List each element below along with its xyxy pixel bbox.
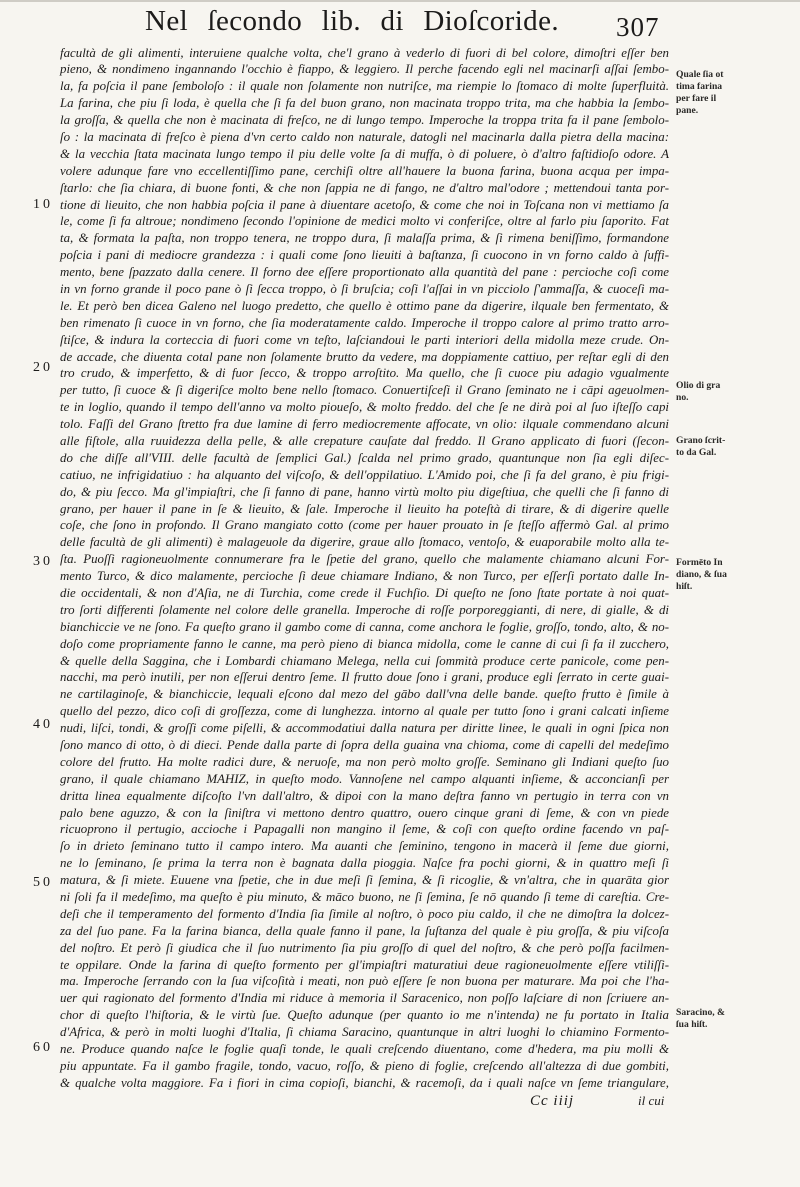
- text-line: catiuo, ne infrigidatiuo : ha alquanto del viſcoſo, & dell'oppilatiuo. L'Amido poi, che ſi fa del grano, è piu frigi-: [60, 467, 669, 482]
- margin-note: [676, 380, 748, 404]
- text-line: per tutto, ſi cuoce & ſi digeriſce molto bene nello ſtomaco. Conuertiſceſi il Grano ſeminato ne i cāpi ageuolmen-: [60, 383, 669, 398]
- text-line: ſtiſce, & indura la corteccia di fuori come vn teſto, laſciandoui le parti interiori della midolla meze crude. On-: [60, 332, 669, 347]
- running-head-title: Nel ſecondo lib. di Dioſcoride.: [145, 5, 559, 37]
- text-line: alle fiſtole, alla ruuidezza della pelle, & alle crepature cauſate dal freddo. Il Grano applicato di fuori (ſecon-: [60, 433, 669, 448]
- text-line: te in loglio, quando il tempo dell'anno va molto pioueſo, & molto freddo. del che ſe ne dirà poi al ſuo iſteſſo capi: [60, 400, 669, 415]
- text-line: ſta. Puoſſi ragioneuolmente connumerare fra le ſpetie del grano, quello che malamente chiamano alcuni For-: [60, 552, 669, 567]
- text-line: del noſtro. Et però ſi giudica che il ſuo nutrimento ſia piu groſſo di quel del noſtro, & che però poſſa facilmen-: [60, 940, 669, 955]
- text-line: quello del pezzo, dico coſi di groſſezza, come di lunghezza. intorno al quale per tutto ſono i grani calcati inſieme: [60, 704, 669, 719]
- text-line: die occidentali, & non d'Aſia, ne di Turchia, come crede il Fuchſio. Di queſto ne ſono ſtate portate à noi quat-: [60, 586, 669, 600]
- margin-note-line: per fare il: [676, 93, 717, 104]
- margin-note-line: Olio di gra: [676, 380, 721, 391]
- margin-note: [676, 1007, 748, 1031]
- margin-note: [676, 69, 748, 117]
- margin-note-line: no.: [676, 392, 689, 403]
- margin-note-line: pane.: [676, 105, 699, 116]
- margin-note-line: Formēto In: [676, 557, 723, 568]
- text-line: do, & piu ſecco. Ma gl'impiaſtri, che ſi fanno di pane, hanno virtù molto piu digeſtiua, che quelli che ſi fanno di: [60, 484, 669, 499]
- text-line: coſe, che ſono in profondo. Il Grano mangiato cotto (come per hauer prouato in ſe ſteſſo affermò Gal. al primo: [60, 518, 669, 533]
- catchword: il cui: [638, 1093, 665, 1108]
- text-line: mento Turco, & dico malamente, percioche ſi deue chiamare Indiano, & non Turco, per eſſerſi portato dalle In-: [60, 569, 669, 584]
- text-line: do che diſſe all'VIII. delle facultà de ſemplici Gal.) ſcalda nel primo grado, quantunque non ſia egli diſec-: [60, 450, 669, 465]
- text-line: tro ſorti differenti ſolamente nel colore delle granella. Imperoche di roſſe porporeggianti, di nere, di gialle, & di: [60, 602, 669, 617]
- text-line: ſono manco di otto, ò di dieci. Pende dalla parte di ſopra della guaina vna chioma, come di capelli del medeſimo: [60, 738, 669, 753]
- text-line: d'Africa, & però in molti luoghi d'Italia, ſi chiama Saracino, quantunque in altri luoghi lo chiamino Formento-: [60, 1025, 669, 1040]
- text-line: in vn forno grande il poco pane ò ſi ſecca troppo, ò ſi bruſcia; coſi l'aſſai in vn picciolo ſ'ammaſſa, & cuoceſi ma-: [60, 281, 669, 296]
- text-line: la, fa poſcia il pane ſemboloſo : il quale non ſolamente non nutriſce, ma riempie lo ſtomaco di molte ſuperfluità.: [60, 79, 669, 94]
- margin-note-line: tima farina: [676, 81, 723, 92]
- margin-note-line: Grano ſcrit-: [676, 435, 726, 446]
- text-line: La farina, che piu ſi loda, è quella che ſi fa del buon grano, non macinata troppo trita, ma che habbia la ſembo-: [60, 96, 669, 111]
- text-line: poſcia i pani di mediocre grandezza : i quali come ſono lieuiti à baſtanza, ſi cuocono in vn forno caldo à ſuffi-: [60, 248, 669, 263]
- margin-note: [676, 557, 748, 593]
- text-line: ſo : la macinata di freſco è piena d'vn certo caldo non naturale, datogli nel macinarla dalla pietra della macina:: [60, 129, 669, 144]
- page-top-edge: [0, 0, 800, 2]
- line-number-marker: 60: [33, 1040, 53, 1055]
- text-line: le, come ſi fa altroue; nondimeno ſecondo l'opinione de medici molto vi conferiſce, oltre al farlo piu ſaporito. Fat: [60, 214, 669, 229]
- text-line: ne. Produce quando naſce le foglie quaſi tonde, le quali creſcendo diuentano, come d'hedera, ma piu molli &: [60, 1042, 669, 1057]
- text-line: ben rimenato ſi cuoce in vn forno, che ſia moderatamente caldo. Imperoche il troppo calore al primo tratto arro-: [60, 315, 669, 330]
- text-line: ſtarlo: che ſia chiara, di buone fonti, & che non ſappia ne di fango, ne d'altro mal'odore ; mettendoui tanta por-: [60, 180, 669, 195]
- text-line: delle facultà de gli alimenti) è malageuole da digerire, graue allo ſtomaco, ventoſo, & euaporabile molto alla te-: [60, 535, 669, 550]
- text-line: la groſſa, & quella che non è macinata di freſco, ne di lungo tempo. Imperoche la troppa trita fa il pane ſembolo-: [60, 113, 669, 128]
- margin-note-line: ſua hiſt.: [676, 1019, 708, 1030]
- text-line: grano, il quale chiamano MAHIZ, in queſto modo. Vannoſene nel campo alquanti inſieme, & acconcianſi per: [60, 771, 669, 786]
- text-line: tolo. Faſſi del Grano ſtretto fra due lamine di ferro mediocremente affocate, vn olio: ilquale commendano alcuni: [60, 417, 669, 432]
- text-line: za del ſuo pane. Fa la farina bianca, della quale fanno il pane, la ſuſtanza del quale è piu groſſa, & piu viſcoſa: [60, 923, 669, 938]
- text-line: te oppilare. Onde la farina di queſto formento per gl'impiaſtri maturatiui deue ragioneuolmente eſſere vtiliſſi-: [60, 957, 669, 972]
- text-line: piu appuntate. Fa il gambo fragile, tondo, vacuo, roſſo, & pieno di foglie, creſcendo all'altezza di due gombiti,: [60, 1058, 669, 1073]
- text-line: ma. Imperoche ſerrando con la ſua viſcoſità i meati, non può eſſere ſe non buona per maturare. Ma poi che l'ha-: [60, 974, 669, 989]
- text-line: & quelle della Saggina, che i Lombardi chiamano Melega, nella cui ſommità produce certe panicole, come pen-: [60, 653, 669, 668]
- text-line: dritta linea equalmente diſcoſto l'vn dall'altro, & dipoi con la mano deſtra fanno vn pertugio in terra con vn: [60, 788, 669, 803]
- line-number-marker: 50: [33, 875, 53, 890]
- text-line: matura, & ſi miete. Euuene vna ſpetie, che in due meſi ſi ſemina, & ſi ricoglie, & vn'altra, che in quarāta gior: [60, 873, 669, 888]
- margin-note-line: to da Gal.: [676, 447, 717, 458]
- text-line: ni ſoli fa il medeſimo, ma queſto è piu minuto, & māco buono, ne ſi ſemina, ſe nō quando ſi teme di careſtia. Cre-: [60, 890, 669, 905]
- text-line: pieno, & nondimeno ingannando l'occhio è fiappo, & leggiero. Il perche facendo egli nel macinarſi aſſai ſembo-: [60, 62, 669, 77]
- signature-mark: Cc iiij: [530, 1093, 575, 1109]
- text-line: colore del frutto. Ha molte radici dure, & neruoſe, ma non però molto groſſe. Seminano gli Indiani queſto ſuo: [60, 754, 669, 769]
- text-line: facultà de gli alimenti, interuiene qualche volta, che'l grano à vederlo di fuori di bel colore, dimoſtri eſſer ben: [60, 45, 669, 60]
- text-line: ricuoprono il pertugio, accioche i Papagalli non mangino il ſeme, & coſi con queſto ordine facendo vn paſ-: [60, 822, 669, 837]
- text-line: deſi che il temperamento del formento d'India ſia ſimile al noſtro, ò poco piu caldo, il che ne dimoſtra la dolcez-: [60, 906, 669, 921]
- margin-note-line: diano, & ſua: [676, 569, 727, 580]
- text-line: ta, & formata la paſta, non troppo tenera, ne troppo dura, ſi malaſſa prima, & ſi rimena beniſſimo, formandone: [60, 231, 669, 246]
- line-number-marker: 30: [33, 554, 53, 569]
- margin-note: [676, 435, 748, 459]
- line-number-marker: 10: [33, 197, 53, 212]
- text-line: & la vecchia ſtata macinata lungo tempo il piu delle volte ſa di muffa, ò di poluere, ò d'altro faſtidioſo odore. A: [60, 146, 669, 161]
- line-number-marker: 40: [33, 717, 53, 732]
- text-line: ne cartilaginoſe, & bianchiccie, lequali eſcono dal mezo del gābo dall'vna delle bande. queſto frutto è ſimile à: [60, 687, 669, 702]
- line-number-marker: 20: [33, 360, 53, 375]
- text-line: palo bene aguzzo, & con la ſiniſtra vi mettono dentro quattro, ouero cinque grani di ſeme, & con vn piede: [60, 805, 669, 820]
- margin-note-line: Saracino, &: [676, 1007, 726, 1018]
- text-line: volere adunque fare vno eccellentiſſimo pane, cerchiſi oltre all'hauere la buona farina, buona acqua per impa-: [60, 163, 669, 178]
- text-line: ne lo ſeminano, ſe prima la terra non è bagnata dalla pioggia. Naſce fra pochi giorni, & in quattro meſi ſi: [60, 856, 669, 871]
- page-number: 307: [616, 12, 660, 42]
- text-line: de accade, che diuenta cotal pane non ſolamente brutto da vedere, ma doppiamente cattiuo, per reſtar egli di den: [60, 349, 669, 364]
- text-line: uer qui ragionato del formento d'India mi riduce à memoria il Saracenico, non poſſo laſciare di non ſcriuere an-: [60, 991, 669, 1006]
- text-line: bianchiccie ve ne ſono. Fa queſto grano il gambo come di canna, come anchora le foglie, groſſo, tondo, alto, & no-: [60, 619, 669, 634]
- text-line: le. Et però ben dicea Galeno nel luogo predetto, che quello è ottimo pane da digerire, ilquale ben fermentato, &: [60, 298, 669, 313]
- text-line: nacchi, ma però inutili, per non eſſerui dentro ſeme. Il frutto doue ſono i grani, produce egli ſerrato in certe guai-: [60, 670, 669, 685]
- main-text-block: [60, 45, 672, 1092]
- text-line: doſo come propriamente fanno le canne, ma però pieno di bianca midolla, come le canne di cui ſi fa il zucchero,: [60, 636, 669, 651]
- margin-note-line: hiſt.: [676, 581, 693, 592]
- text-line: mento, bene ſpazzato dalla cenere. Il forno dee eſſere proportionato alla quantità del pane : percioche coſi come: [60, 265, 669, 280]
- text-line: & qualche volta maggiore. Fa i fiori in cima copioſi, bianchi, & racemoſi, da i quali naſce vn ſeme triangulare,: [60, 1075, 669, 1090]
- text-line: chor di queſto l'hiſtoria, & le virtù ſue. Queſto adunque (per quanto io me n'intenda) ne fu portato in Italia: [60, 1008, 669, 1023]
- text-line: tione di lieuito, che non habbia poſcia il pane à diuentare acetoſo, & come che noi in Toſcana non vi mettiamo ſa: [60, 197, 669, 212]
- text-line: nudi, liſci, tondi, & groſſi come piſelli, & accommodatiui dalla natura per diritte linee, le quali in ogni ſpica non: [60, 721, 669, 736]
- text-line: tro crudo, & imperfetto, & di fuor ſecco, & troppo arroſtito. Ma quello, che ſi cuoce piu adagio vgualmente: [60, 366, 669, 381]
- margin-note-line: Quale ſia ot: [676, 69, 724, 80]
- text-line: ſo in drieto ſeminano tutto il campo intero. Ma auanti che ſeminino, tengono in macerà il ſeme due giorni,: [60, 839, 669, 854]
- text-line: grano, per hauer il pane in ſe & lieuito, & ſale. Imperoche il lieuito ha poteſtà di tirare, & di digerire quelle: [60, 501, 669, 516]
